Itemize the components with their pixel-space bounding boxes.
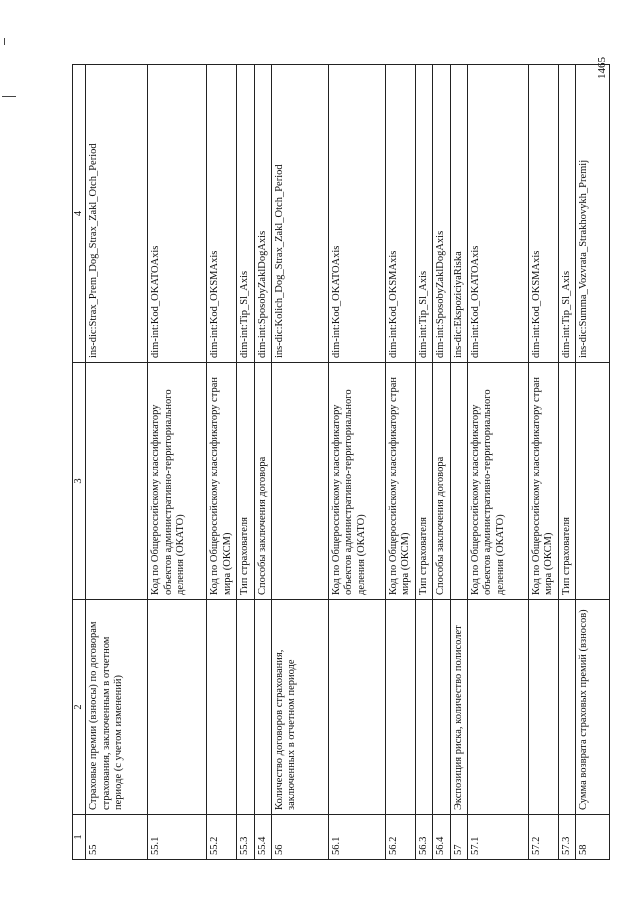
table-row <box>468 65 529 860</box>
taxonomy-code-cell: dim-int:SposobyZaklDogAxis <box>254 65 271 363</box>
dimension-description-cell: Код по Общероссийскому классификатору объектов административно-территориального деления (ОКАТО) <box>148 363 207 600</box>
indicator-name-cell <box>415 600 432 815</box>
dimension-description-cell <box>271 363 328 600</box>
dimension-description-cell: Код по Общероссийскому классификатору объектов административно-территориального деления (ОКАТО) <box>468 363 529 600</box>
indicator-name-cell: Количество договоров страхования, заключенных в отчетном периоде <box>271 600 328 815</box>
indicator-name-cell <box>254 600 271 815</box>
row-number-cell: 56.2 <box>385 815 415 860</box>
table-row <box>415 65 432 860</box>
table-row <box>271 65 328 860</box>
row-number-cell: 56 <box>271 815 328 860</box>
table-row <box>559 65 576 860</box>
row-number-cell: 55.4 <box>254 815 271 860</box>
indicator-name-cell: Сумма возврата страховых премий (взносов) <box>576 600 610 815</box>
row-number-cell: 57.3 <box>559 815 576 860</box>
table-row <box>237 65 254 860</box>
indicator-name-cell <box>328 600 385 815</box>
column-header: 3 <box>73 363 86 600</box>
dimension-description-cell: Код по Общероссийскому классификатору стран мира (ОКСМ) <box>385 363 415 600</box>
dimension-description-cell: Код по Общероссийскому классификатору объектов административно-территориального деления (ОКАТО) <box>328 363 385 600</box>
margin-mark <box>2 96 16 97</box>
table-row <box>207 65 237 860</box>
rotated-table-container <box>72 65 590 860</box>
taxonomy-code-cell: dim-int:Kod_OKATOAxis <box>328 65 385 363</box>
row-number-cell: 55.3 <box>237 815 254 860</box>
dimension-description-cell <box>450 363 467 600</box>
taxonomy-code-cell: ins-dic:Strax_Prem_Dog_Strax_Zakl_Otch_Period <box>86 65 148 363</box>
table-row <box>254 65 271 860</box>
row-number-cell: 57.1 <box>468 815 529 860</box>
indicator-name-cell <box>237 600 254 815</box>
indicator-name-cell: Экспозиция риска, количество полисолет <box>450 600 467 815</box>
table-row <box>529 65 559 860</box>
row-number-cell: 55 <box>86 815 148 860</box>
column-header: 4 <box>73 65 86 363</box>
table-row <box>433 65 450 860</box>
row-number-cell: 55.2 <box>207 815 237 860</box>
taxonomy-code-cell: dim-int:Tip_Sl_Axis <box>559 65 576 363</box>
row-number-cell: 55.1 <box>148 815 207 860</box>
taxonomy-code-cell: dim-int:Tip_Sl_Axis <box>237 65 254 363</box>
dimension-description-cell: Код по Общероссийскому классификатору стран мира (ОКСМ) <box>207 363 237 600</box>
dimension-description-cell: Способы заключения договора <box>433 363 450 600</box>
row-number-cell: 58 <box>576 815 610 860</box>
taxonomy-code-cell: ins-dic:Summa_Vozvrata_Strakhovykh_Premij <box>576 65 610 363</box>
row-number-cell: 56.4 <box>433 815 450 860</box>
taxonomy-code-cell: dim-int:Kod_OKATOAxis <box>468 65 529 363</box>
table-row <box>385 65 415 860</box>
indicator-name-cell <box>468 600 529 815</box>
table-header-row <box>73 65 86 860</box>
row-number-cell: 57.2 <box>529 815 559 860</box>
taxonomy-code-cell: dim-int:Tip_Sl_Axis <box>415 65 432 363</box>
dimension-description-cell <box>576 363 610 600</box>
taxonomy-code-cell: dim-int:SposobyZaklDogAxis <box>433 65 450 363</box>
taxonomy-code-cell: ins-dic:Kolich_Dog_Strax_Zakl_Otch_Period <box>271 65 328 363</box>
indicator-name-cell <box>433 600 450 815</box>
dimension-description-cell: Тип страхователя <box>237 363 254 600</box>
indicator-name-cell: Страховые премии (взносы) по договорам страхования, заключенным в отчетном периоде (с учетом изменений) <box>86 600 148 815</box>
indicator-name-cell <box>559 600 576 815</box>
indicator-name-cell <box>207 600 237 815</box>
dimension-description-cell: Способы заключения договора <box>254 363 271 600</box>
taxonomy-code-cell: dim-int:Kod_OKSMAxis <box>207 65 237 363</box>
page-number: 1465 <box>596 57 608 79</box>
data-table <box>72 64 610 860</box>
taxonomy-code-cell: ins-dic:EkspoziciyaRiska <box>450 65 467 363</box>
taxonomy-code-cell: dim-int:Kod_OKATOAxis <box>148 65 207 363</box>
row-number-cell: 56.3 <box>415 815 432 860</box>
indicator-name-cell <box>148 600 207 815</box>
table-row <box>450 65 467 860</box>
column-header: 2 <box>73 600 86 815</box>
column-header: 1 <box>73 815 86 860</box>
row-number-cell: 56.1 <box>328 815 385 860</box>
margin-mark <box>4 38 5 45</box>
table-row <box>576 65 610 860</box>
taxonomy-code-cell: dim-int:Kod_OKSMAxis <box>529 65 559 363</box>
dimension-description-cell: Код по Общероссийскому классификатору стран мира (ОКСМ) <box>529 363 559 600</box>
table-row <box>86 65 148 860</box>
row-number-cell: 57 <box>450 815 467 860</box>
table-row <box>328 65 385 860</box>
dimension-description-cell: Тип страхователя <box>415 363 432 600</box>
taxonomy-code-cell: dim-int:Kod_OKSMAxis <box>385 65 415 363</box>
indicator-name-cell <box>529 600 559 815</box>
table-row <box>148 65 207 860</box>
dimension-description-cell: Тип страхователя <box>559 363 576 600</box>
dimension-description-cell <box>86 363 148 600</box>
indicator-name-cell <box>385 600 415 815</box>
